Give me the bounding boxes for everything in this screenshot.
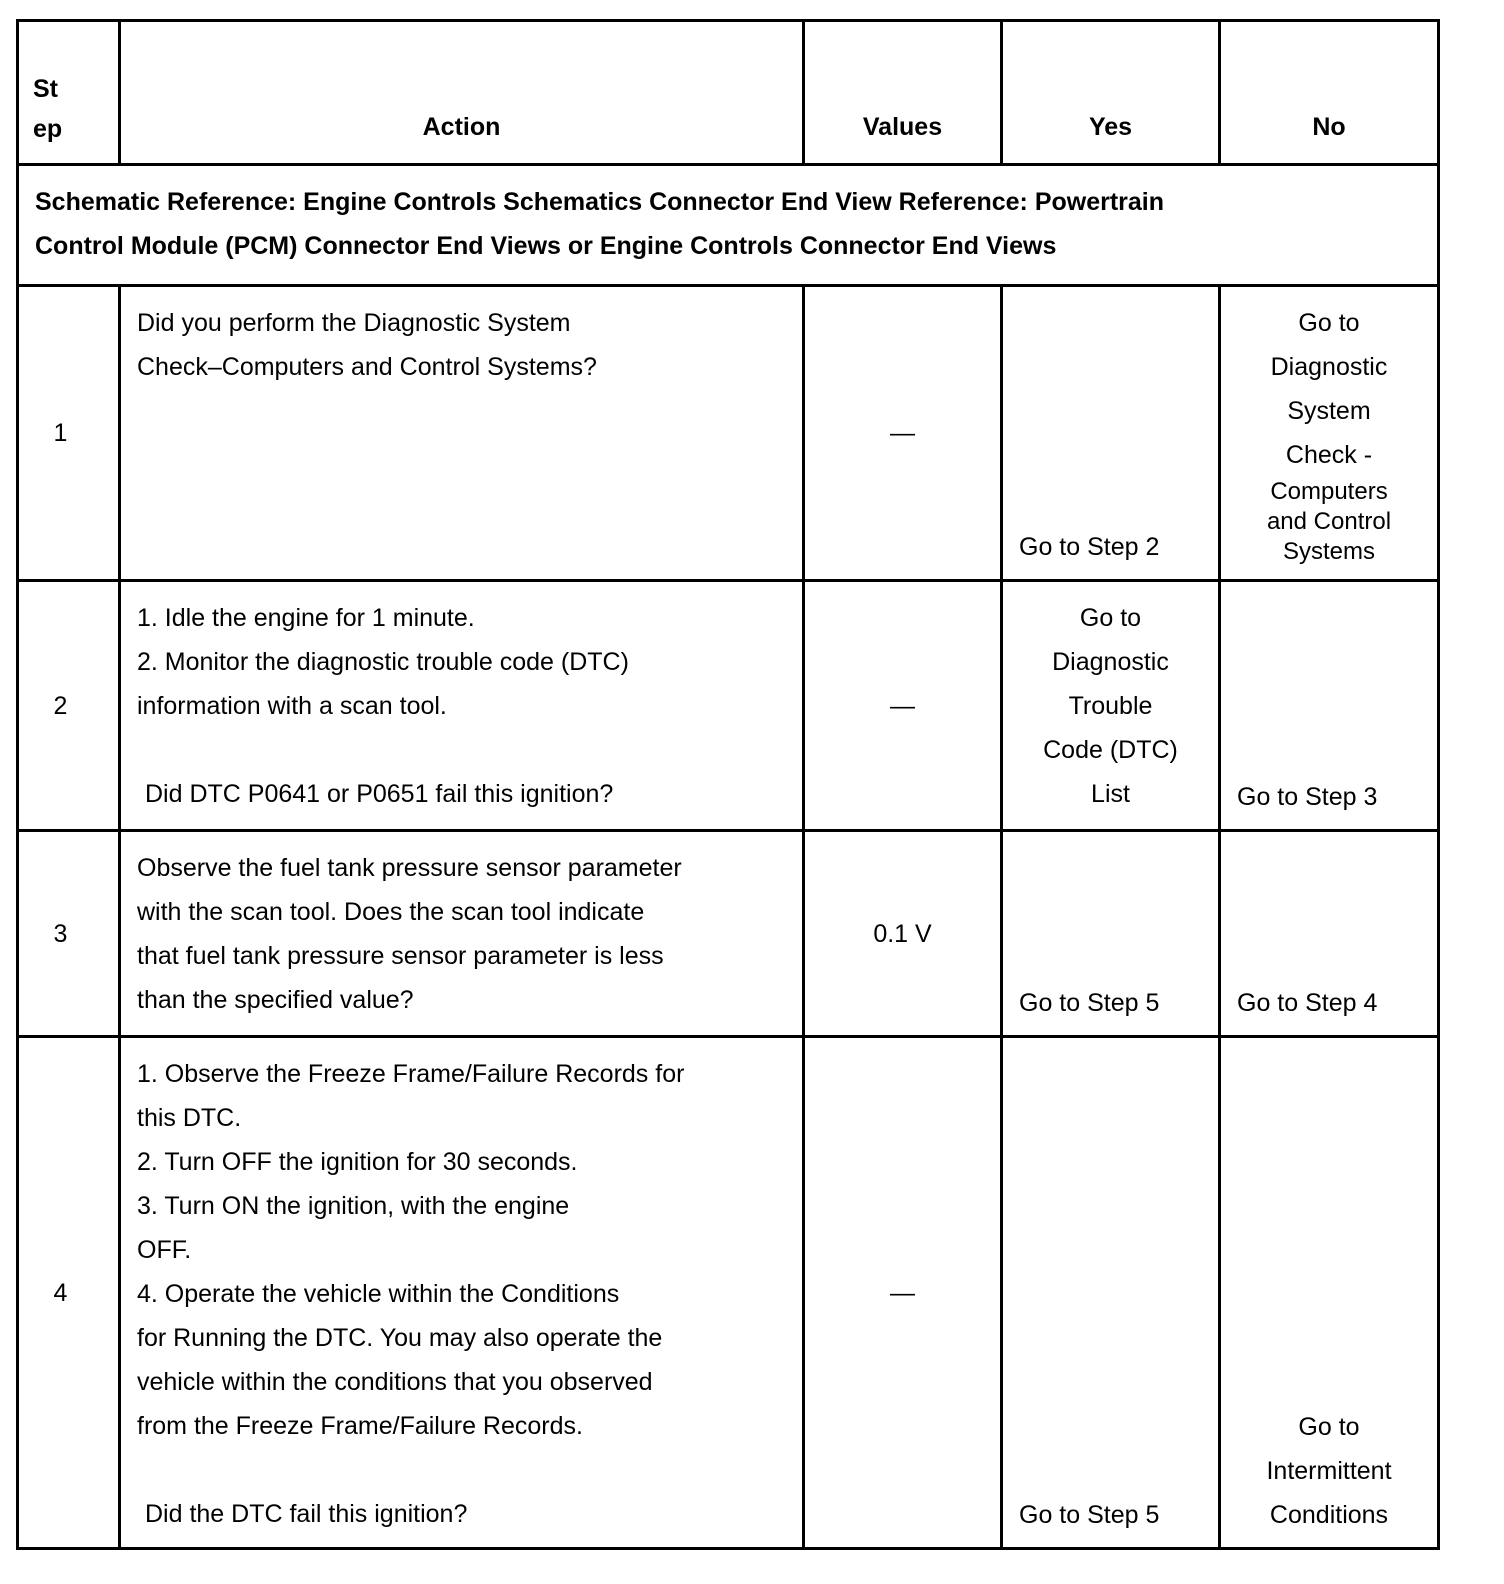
yes-cell: [1002, 1037, 1220, 1549]
action-line: from the Freeze Frame/Failure Records.: [137, 1412, 583, 1440]
action-line: for Running the DTC. You may also operate the: [137, 1324, 663, 1352]
action-header: Action: [120, 21, 804, 165]
value-cell: —: [804, 1037, 1002, 1549]
action-line: [137, 728, 786, 772]
step-number: 4: [18, 1037, 120, 1549]
action-line: than the specified value?: [137, 986, 414, 1014]
yes-header: Yes: [1002, 21, 1220, 165]
yes-link[interactable]: Go to Step 5: [1019, 989, 1160, 1017]
action-line: 3. Turn ON the ignition, with the engine: [137, 1192, 570, 1220]
diagnostic-table: [16, 19, 1440, 1550]
action-line: Check–Computers and Control Systems?: [137, 353, 597, 381]
no-cell: [1220, 581, 1439, 831]
yes-cell: [1002, 581, 1220, 831]
action-line: OFF.: [137, 1236, 192, 1264]
step-row-2: [18, 581, 1439, 831]
no-link-line[interactable]: Conditions: [1269, 1501, 1389, 1529]
action-cell: [120, 1037, 804, 1549]
no-cell: [1220, 1037, 1439, 1549]
action-line: vehicle within the conditions that you observed: [137, 1368, 653, 1396]
no-link-line[interactable]: Systems: [1282, 538, 1375, 565]
action-line: Observe the fuel tank pressure sensor parameter: [137, 854, 682, 882]
action-line: 1. Idle the engine for 1 minute.: [137, 604, 475, 632]
action-question: Did DTC P0641 or P0651 fail this ignition?: [145, 780, 614, 808]
no-cell: [1220, 831, 1439, 1037]
step-header-line2: ep: [33, 115, 63, 143]
step-header-line1: St: [33, 75, 58, 103]
yes-cell: [1002, 831, 1220, 1037]
no-cell: [1220, 286, 1439, 581]
no-link-line[interactable]: and Control: [1266, 508, 1392, 535]
action-line: this DTC.: [137, 1104, 242, 1132]
yes-link-line[interactable]: Trouble: [1068, 692, 1153, 720]
step-number: 2: [18, 581, 120, 831]
yes-link-line[interactable]: Diagnostic: [1052, 648, 1169, 676]
action-cell: [120, 831, 804, 1037]
reference-row: [18, 165, 1439, 286]
no-header: No: [1220, 21, 1439, 165]
action-line: with the scan tool. Does the scan tool indicate: [137, 898, 645, 926]
no-link-line[interactable]: System: [1287, 397, 1371, 425]
action-line: 2. Monitor the diagnostic trouble code (DTC): [137, 648, 629, 676]
action-line: 1. Observe the Freeze Frame/Failure Records for: [137, 1060, 685, 1088]
yes-link-line[interactable]: Code (DTC): [1043, 736, 1178, 764]
no-link-line[interactable]: Computers: [1270, 478, 1388, 505]
value-cell: 0.1 V: [804, 831, 1002, 1037]
yes-cell: [1002, 286, 1220, 581]
no-link[interactable]: Go to Step 4: [1237, 989, 1378, 1017]
no-link-line[interactable]: Check -: [1285, 441, 1373, 469]
step-number: 3: [18, 831, 120, 1037]
value-cell: —: [804, 581, 1002, 831]
action-line: that fuel tank pressure sensor parameter is less: [137, 942, 664, 970]
action-line: information with a scan tool.: [137, 692, 447, 720]
step-row-3: [18, 831, 1439, 1037]
yes-link-line[interactable]: List: [1091, 780, 1130, 808]
yes-link[interactable]: Go to Step 5: [1019, 1501, 1160, 1529]
header-row: [18, 21, 1439, 165]
no-link-line[interactable]: Go to: [1298, 309, 1360, 337]
action-line: Did you perform the Diagnostic System: [137, 309, 571, 337]
action-question: Did the DTC fail this ignition?: [145, 1500, 468, 1528]
action-cell: [120, 581, 804, 831]
step-row-4: [18, 1037, 1439, 1549]
reference-line: Control Module (PCM) Connector End Views or Engine Controls Connector End Views: [35, 232, 1057, 260]
reference-line: Schematic Reference: Engine Controls Schematics Connector End View Reference: Powertrain: [35, 188, 1165, 216]
action-line: 4. Operate the vehicle within the Conditions: [137, 1280, 620, 1308]
no-link-line[interactable]: Diagnostic: [1270, 353, 1388, 381]
action-line: [137, 1448, 786, 1492]
step-header: [18, 21, 120, 165]
value-cell: —: [804, 286, 1002, 581]
yes-link-line[interactable]: Go to: [1079, 604, 1142, 632]
schematic-reference: [18, 165, 1439, 286]
values-header: Values: [804, 21, 1002, 165]
step-number: 1: [18, 286, 120, 581]
step-row-1: [18, 286, 1439, 581]
action-cell: [120, 286, 804, 581]
no-link[interactable]: Go to Step 3: [1237, 783, 1378, 811]
action-line: 2. Turn OFF the ignition for 30 seconds.: [137, 1148, 578, 1176]
yes-link[interactable]: Go to Step 2: [1019, 533, 1160, 561]
no-link-line[interactable]: Go to: [1298, 1413, 1360, 1441]
no-link-line[interactable]: Intermittent: [1266, 1457, 1392, 1485]
